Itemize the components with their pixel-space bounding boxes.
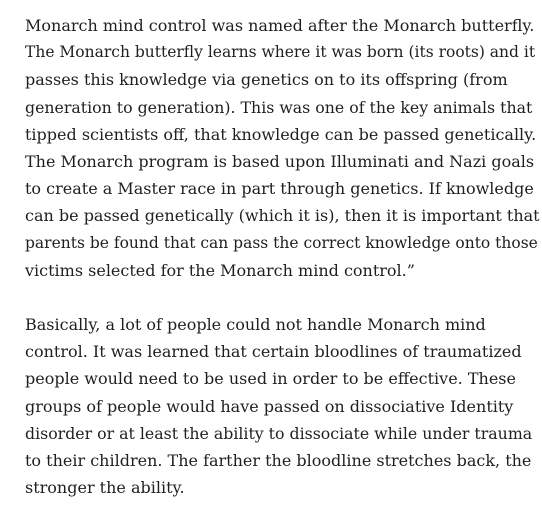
paragraph-bloodlines [25, 311, 542, 501]
text-line: generation to generation). This was one of the key animals that [25, 97, 533, 117]
text-line: control. It was learned that certain bloodlines of traumatized [25, 342, 522, 362]
article-body [25, 12, 542, 501]
text-line: to create a Master race in part through genetics. If knowledge [25, 179, 534, 199]
text-line: tipped scientists off, that knowledge can be passed genetically. [25, 124, 537, 144]
text-line: parents be found that can pass the correct knowledge onto those [25, 233, 538, 252]
text-line: victims selected for the Monarch mind control.” [25, 260, 415, 280]
text-line: The Monarch program is based upon Illuminati and Nazi goals [25, 152, 535, 172]
text-line: people would need to be used in order to be effective. These [25, 369, 516, 389]
text-line: to their children. The farther the bloodline stretches back, the [25, 451, 532, 471]
text-line: passes this knowledge via genetics on to its offspring (from [25, 70, 508, 90]
text-line: Monarch mind control was named after the Monarch butterfly. [25, 16, 535, 35]
text-line: stronger the ability. [25, 478, 185, 498]
text-line: can be passed genetically (which it is), then it is important that [25, 206, 540, 226]
text-line: groups of people would have passed on dissociative Identity [25, 396, 514, 416]
paragraph-monarch-origin [25, 12, 542, 284]
text-line: The Monarch butterfly learns where it was born (its roots) and it [25, 43, 536, 62]
text-line: disorder or at least the ability to dissociate while under trauma [25, 423, 533, 443]
text-line: Basically, a lot of people could not handle Monarch mind [25, 315, 486, 335]
